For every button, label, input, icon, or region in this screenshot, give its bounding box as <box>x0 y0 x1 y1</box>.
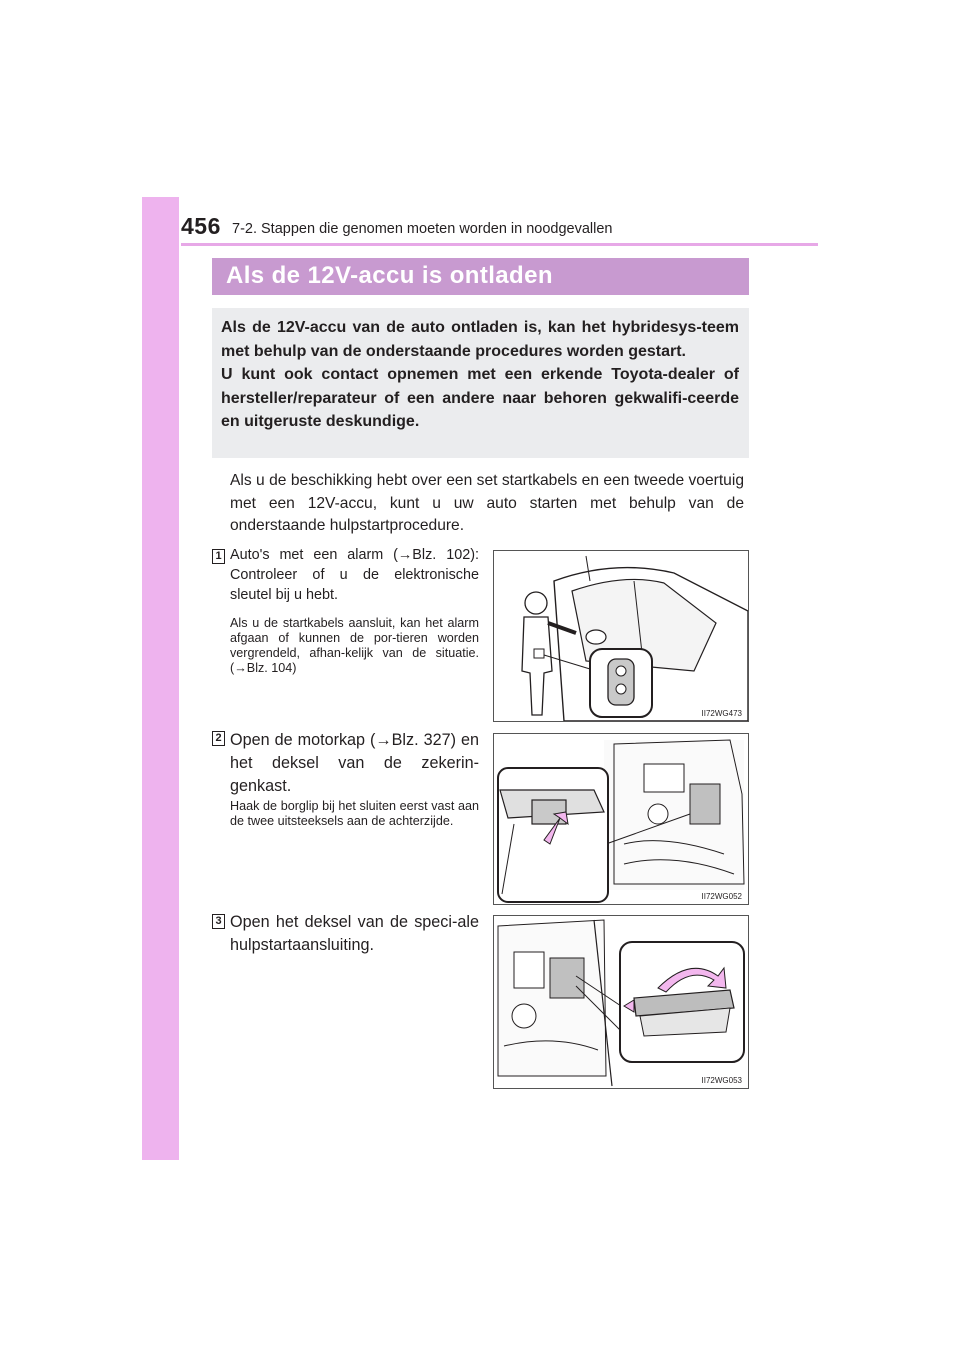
chapter-side-tab <box>142 197 179 1160</box>
step-1-text: Auto's met een alarm (→Blz. 102): Controleer of u de elektronische sleutel bij u hebt. <box>230 547 479 603</box>
step-3-text: Open het deksel van de speci-ale hulpstartaansluiting. <box>230 913 479 954</box>
figure-electronic-key <box>493 550 749 722</box>
intro-text: Als de 12V-accu van de auto ontladen is, kan het hybridesys-teem met behulp van de onderstaande procedures worden gestart. <box>221 319 739 360</box>
figure-1-code: II72WG473 <box>701 709 742 718</box>
figure-2-code: II72WG052 <box>701 892 742 901</box>
step-number-1: 1 <box>212 549 225 564</box>
step-2-text: Open de motorkap (→Blz. 327) en het deksel van de zekerin-genkast. <box>230 731 479 795</box>
lead-paragraph: Als u de beschikking hebt over een set startkabels en een tweede voertuig met een 12V-accu, kunt u uw auto starten met behulp van de onderstaande hulpstartprocedure. <box>230 472 744 534</box>
step-2-note: Haak de borglip bij het sluiten eerst vast aan de twee uitsteeksels aan de achterzijde. <box>230 799 479 828</box>
figure-1-illustration <box>494 551 748 721</box>
section-title-bar <box>212 258 749 295</box>
figure-3-illustration <box>494 916 748 1088</box>
page-number: 456 <box>181 213 221 239</box>
step-number-3: 3 <box>212 914 225 929</box>
section-title: Als de 12V-accu is ontladen <box>226 262 553 289</box>
step-1-note: Als u de startkabels aansluit, kan het alarm afgaan of kunnen de por-tieren worden vergrendeld, afhan-kelijk van de situatie. (→Blz. 104) <box>230 616 479 675</box>
figure-2-illustration <box>494 734 748 904</box>
step-number-2: 2 <box>212 731 225 746</box>
intro-text-2: U kunt ook contact opnemen met een erkende Toyota-dealer of hersteller/reparateur of een andere naar behoren gekwalifi-ceerde en uitgeruste deskundige. <box>221 366 739 430</box>
intro-box <box>212 308 749 458</box>
figure-jump-start-terminal <box>493 915 749 1089</box>
running-head: 7-2. Stappen die genomen moeten worden in noodgevallen <box>232 221 613 237</box>
figure-3-code: II72WG053 <box>701 1076 742 1085</box>
figure-fuse-box <box>493 733 749 905</box>
header-rule <box>181 243 818 246</box>
